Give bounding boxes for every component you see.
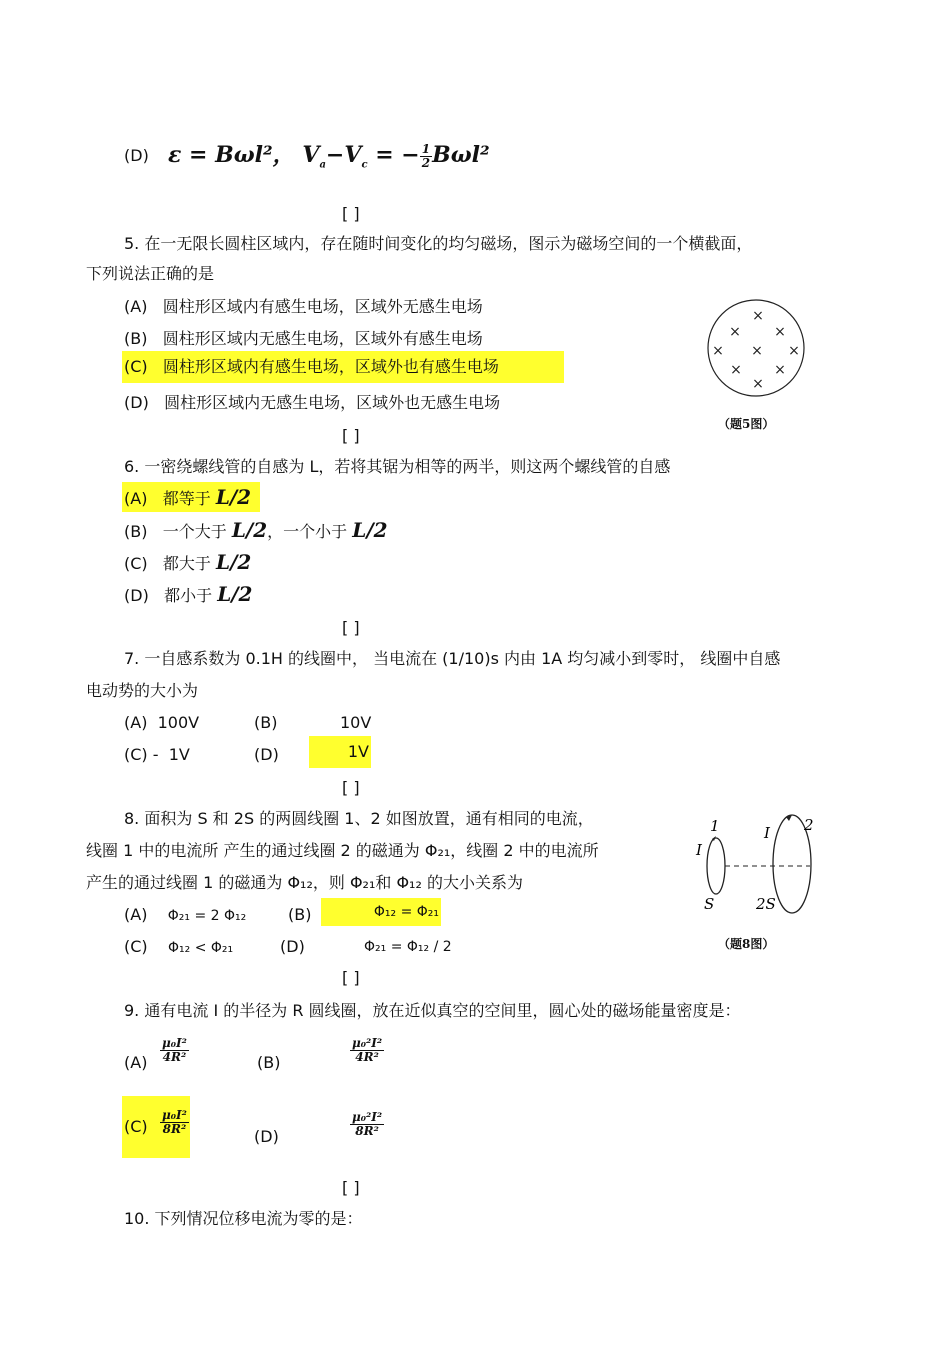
q9-option-a-label[interactable]: (A) [124,1053,148,1072]
coil-1 [707,838,725,894]
v-symbol: V [302,142,320,168]
q10-stem: 10. 下列情况位移电流为零的是： [124,1209,363,1228]
q7-option-a[interactable] [124,713,199,733]
option-label: (C) [124,937,148,956]
option-text: 圆柱形区域内无感生电场，区域外有感生电场 [162,329,483,348]
field-mark-x: × [712,343,724,359]
fraction-numerator: μ₀I² [162,1108,187,1122]
q6-option-c[interactable] [124,552,251,574]
q5-answer-bracket[interactable]: [ ] [342,426,360,445]
option-label: (B) [124,522,148,541]
fraction-numerator: μ₀I² [162,1036,187,1050]
option-text: 圆柱形区域内有感生电场，区域外也有感生电场 [162,357,499,376]
q7-answer-bracket[interactable]: [ ] [342,778,360,797]
option-label: (C) [124,357,148,376]
q8-figure-caption: （题8图） [718,937,775,951]
q5-stem-line1: 5. 在一无限长圆柱区域内，存在随时间变化的均匀磁场，图示为磁场空间的一个横截面， [124,234,753,253]
q7-option-d-label[interactable]: (D) [254,745,279,764]
q6-stem: 6. 一密绕螺线管的自感为 L，若将其锯为相等的两半，则这两个螺线管的自感 [124,457,671,476]
q9-answer-bracket[interactable]: [ ] [342,1178,360,1197]
fraction-denominator: 4R² [355,1050,379,1064]
q9-option-c-highlighted[interactable] [122,1096,190,1158]
option-text: 一个大于 [162,522,227,541]
q5-figure-caption: （题5图） [718,417,775,431]
fraction-numerator: μ₀²I² [352,1036,383,1050]
option-math: L/2 [231,518,268,542]
q6-option-d[interactable] [124,584,252,606]
q5-option-a[interactable] [124,297,483,317]
option-text: 都等于 [162,489,211,508]
energy-density-fraction [160,1109,189,1136]
q7-option-b-label[interactable]: (B) [254,713,278,732]
option-label: (C) - [124,745,159,764]
q5-stem-line2: 下列说法正确的是 [86,264,215,283]
q8-coils-figure [692,814,822,918]
option-value: 1V [168,745,190,764]
option-text: 都大于 [162,554,211,573]
q7-stem-line1: 7. 一自感系数为 0.1H 的线圈中， 当电流在 (1/10)s 内由 1A 均匀减小到零时， 线圈中自感 [124,649,781,668]
option-label: (D) [124,393,149,412]
q4-option-d-label: (D) [124,146,149,165]
q6-option-b[interactable] [124,520,388,542]
sub-a: a [319,159,326,171]
q7-stem-line2: 电动势的大小为 [86,681,199,700]
option-label: (A) [124,713,148,732]
field-mark-x: × [751,343,763,359]
fraction-numerator: μ₀²I² [352,1110,383,1124]
emf-formula: ε = Bωl² [168,142,273,168]
option-math: L/2 [216,550,252,574]
q5-option-b[interactable] [124,329,483,349]
q8-stem-line3: 产生的通过线圈 1 的磁通为 Φ₁₂，则 Φ₂₁和 Φ₁₂ 的大小关系为 [86,873,523,892]
option-text2: ，一个小于 [267,522,348,541]
option-label: (D) [124,586,149,605]
option-value: 100V [157,713,200,732]
half-fraction [420,143,432,170]
q8-option-d-value: Φ₂₁ = Φ₁₂ / 2 [364,939,452,955]
q7-option-d-value-highlighted: 1V [309,736,371,768]
field-mark-x: × [788,343,800,359]
coil-1-number: 1 [710,817,720,835]
field-mark-x: × [752,376,764,392]
option-label: (A) [124,297,148,316]
option-text: 都小于 [164,586,213,605]
minus-v: −V [325,142,362,168]
option-value: Φ₁₂ < Φ₂₁ [168,940,234,956]
formula-tail: Bωl² [432,142,490,168]
fraction-denominator: 8R² [355,1124,379,1138]
energy-density-fraction [160,1037,189,1064]
q9-option-b-formula [350,1037,384,1064]
q8-stem-line2: 线圈 1 中的电流所 产生的通过线圈 2 的磁通为 Φ₂₁，线圈 2 中的电流所 [86,841,599,860]
option-math: L/2 [217,582,253,606]
fraction-denominator: 8R² [162,1122,187,1136]
option-label: (A) [124,905,148,924]
current-label-2: I [764,824,770,842]
current-label-1: I [696,841,702,859]
q8-option-b-value-highlighted: Φ₁₂ = Φ₂₁ [321,898,441,926]
q8-option-b-label[interactable]: (B) [288,905,312,924]
sub-c: c [361,159,368,171]
q6-answer-bracket[interactable]: [ ] [342,618,360,637]
q8-option-c[interactable] [124,937,233,958]
q5-magnetic-field-figure [700,298,810,398]
energy-density-fraction [350,1037,384,1064]
option-text: 圆柱形区域内有感生电场，区域外无感生电场 [162,297,483,316]
field-mark-x: × [730,362,742,378]
q9-option-d-label[interactable]: (D) [254,1127,279,1146]
field-mark-x: × [752,308,764,324]
fraction-numerator: 1 [421,141,431,156]
separator: ， [272,142,295,168]
option-text: 圆柱形区域内无感生电场，区域外也无感生电场 [164,393,501,412]
q8-answer-bracket[interactable]: [ ] [342,968,360,987]
q6-option-a-highlighted[interactable] [122,482,260,512]
area-label-2s: 2S [756,895,776,913]
field-marks [712,308,800,392]
field-mark-x: × [729,324,741,340]
equals-minus: = − [375,142,420,168]
q9-option-a-formula [160,1037,189,1064]
q7-option-c[interactable] [124,745,190,765]
q9-option-b-label[interactable]: (B) [257,1053,281,1072]
energy-density-fraction [350,1111,384,1138]
option-label: (A) [124,489,148,508]
option-math: L/2 [215,485,252,509]
option-label: (B) [124,329,148,348]
area-label-s: S [704,895,715,913]
option-label: (C) [124,1117,148,1136]
q5-option-c-highlighted[interactable] [122,351,564,383]
q8-stem-line1: 8. 面积为 S 和 2S 的两圆线圈 1、2 如图放置，通有相同的电流， [124,809,594,828]
q9-stem: 9. 通有电流 I 的半径为 R 圆线圈，放在近似真空的空间里，圆心处的磁场能量密度是： [124,1001,741,1020]
field-mark-x: × [774,362,786,378]
option-label: (C) [124,554,148,573]
field-mark-x: × [774,324,786,340]
option-value: Φ₂₁ = 2 Φ₁₂ [167,908,247,924]
fraction-denominator: 2 [421,155,431,170]
q7-option-b-value: 10V [340,713,372,732]
q4-answer-bracket[interactable]: [ ] [342,204,360,223]
option-math2: L/2 [352,518,388,542]
q8-option-d-label[interactable]: (D) [280,937,305,956]
q8-option-a[interactable] [124,905,246,926]
q4-option-d-formula [168,140,490,180]
q5-option-d[interactable] [124,393,500,413]
fraction-denominator: 4R² [162,1050,187,1064]
q9-option-d-formula [350,1111,384,1138]
coil-2-number: 2 [804,816,814,834]
